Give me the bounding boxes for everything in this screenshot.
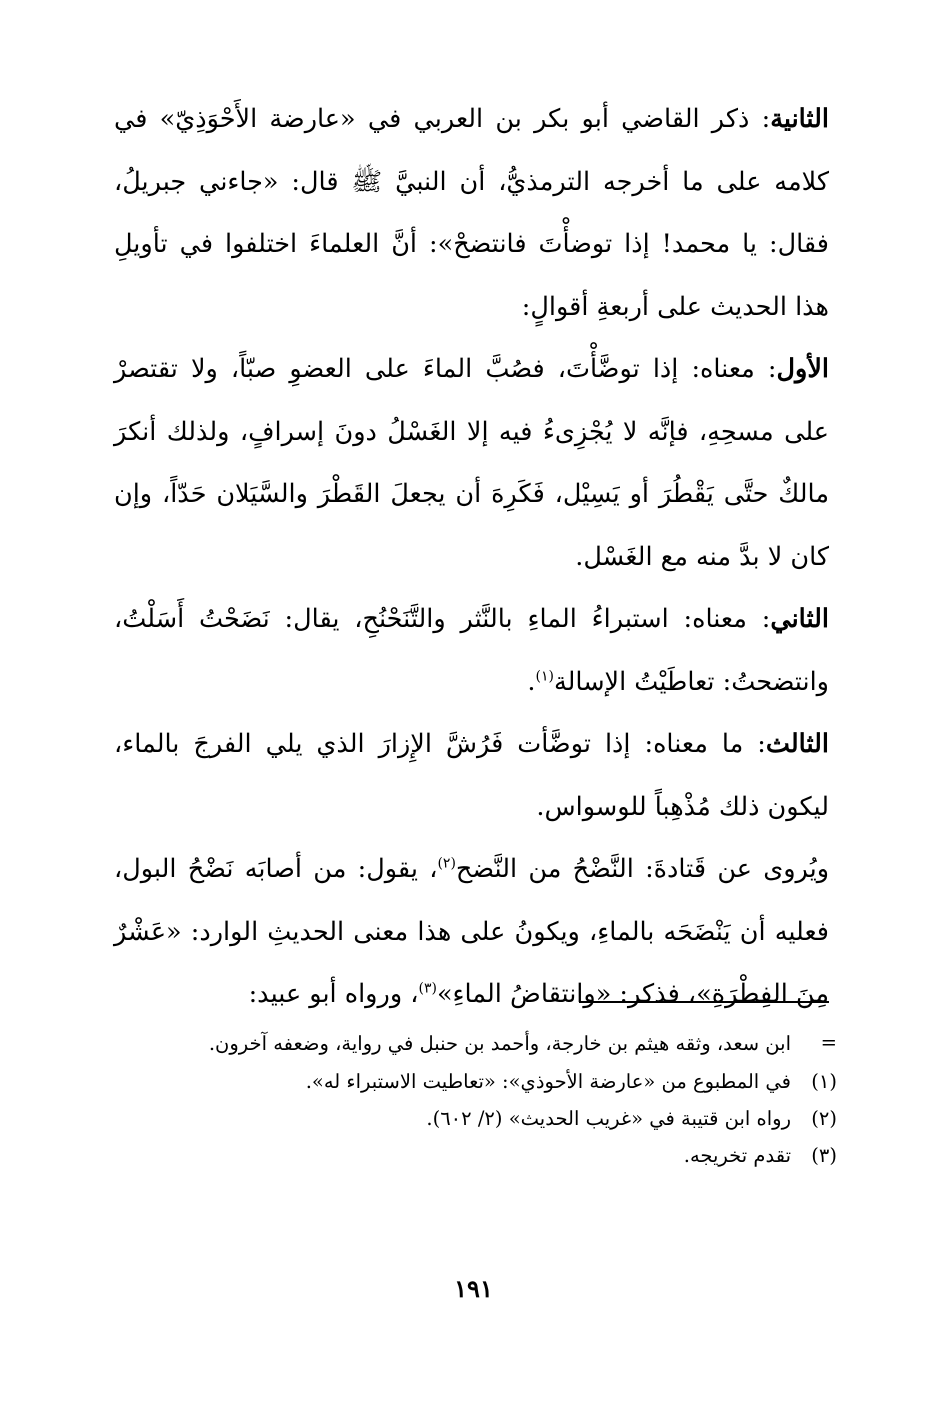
footnote [113,1100,837,1137]
paragraph-lead: الثالث [765,729,829,759]
paragraph [114,88,829,338]
paragraph-text: : ما معناه: إذا توضَّأت فَرُشَّ الإِزارَ الذي يلي الفرجَ بالماء، ليكون ذلك مُذْهِباً للوسواس. [114,729,829,822]
paragraph-text: : معناه: إذا توضَّأْتَ، فصُبَّ الماءَ على العضوِ صبّاً، ولا تقتصرْ على مسحِهِ، فإنَّه لا يُجْزِىءُ فيه إلا الغَسْلُ دونَ إسرافٍ، ولذلك أنكرَ مالكٌ حتَّى يَقْطُرَ أو يَسِيْل، فَكَرِهَ أن يجعلَ القَطْرَ والسَّيَلان حَدّاً، وإن كان لا بدَّ منه مع الغَسْل. [114,354,829,572]
paragraph-text: ، يقول: من أصابَه نَضْحُ البول، فعليه أن يَنْضَحَه بالماءِ، ويكونُ على هذا معنى الحديثِ الوارد: «عَشْرٌ مِنَ الفِطْرَةِ»، فذكر: «وانتقاضُ الماءِ» [114,854,829,1009]
paragraph-lead: الثاني [770,604,829,634]
paragraph-text: . [527,666,536,697]
footnote [113,1063,837,1100]
footnote-marker: (٣) [811,1144,837,1167]
footnote-text: تقدم تخريجه. [683,1144,791,1167]
footnote-text: رواه ابن قتيبة في «غريب الحديث» (٢/ ٦٠٢). [426,1107,791,1130]
footnote-marker: (١) [811,1070,837,1093]
paragraph-text: ويُروى عن قَتادةَ: النَّضْحُ من النَّضح [455,854,830,884]
paragraph [114,838,829,1026]
main-text [114,88,829,1026]
footnote-text: في المطبوع من «عارضة الأحوذي»: «تعاطيت الاستبراء له». [305,1070,791,1093]
footnote [113,1137,837,1174]
footnote-marker: (٢) [811,1107,837,1130]
paragraph-text: : ذكر القاضي أبو بكر بن العربي في «عارضة الأَحْوَذِيّ» في كلامه على ما أخرجه الترمذيُّ، أن النبيَّ ﷺ قال: «جاءني جبريلُ، فقال: يا محمد! إذا توضأْتَ فانتضحْ»: أنَّ العلماءَ اختلفوا في تأويلِ هذا الحديث على أربعةِ أقوالٍ: [114,104,829,322]
paragraph [114,338,829,588]
footnote-marker: = [820,1031,837,1054]
paragraph [114,588,829,713]
paragraph-text: : معناه: استبراءُ الماءِ بالنَّثر والتَّنَحْنُحِ، يقال: نَضَحْتُ أَسَلْتُ، وانتضحتُ: تعاطَيْتُ الإسالة [114,604,829,697]
footnote-reference: (٣) [418,980,437,997]
paragraph-lead: الأول [776,354,829,384]
paragraph-text: ، ورواه أبو عبيد: [248,979,419,1009]
footnote-reference: (١) [535,668,554,684]
footnote [113,1024,837,1063]
footnote-reference: (٢) [437,855,456,872]
paragraph [114,713,829,838]
footnote-text: ابن سعد، وثقه هيثم بن خارجة، وأحمد بن حنبل في رواية، وضعفه آخرون. [208,1032,791,1055]
footnote-separator [579,1001,829,1003]
footnotes [113,1024,837,1174]
page-number: ١٩١ [454,1274,493,1303]
paragraph-lead: الثانية [770,104,829,134]
